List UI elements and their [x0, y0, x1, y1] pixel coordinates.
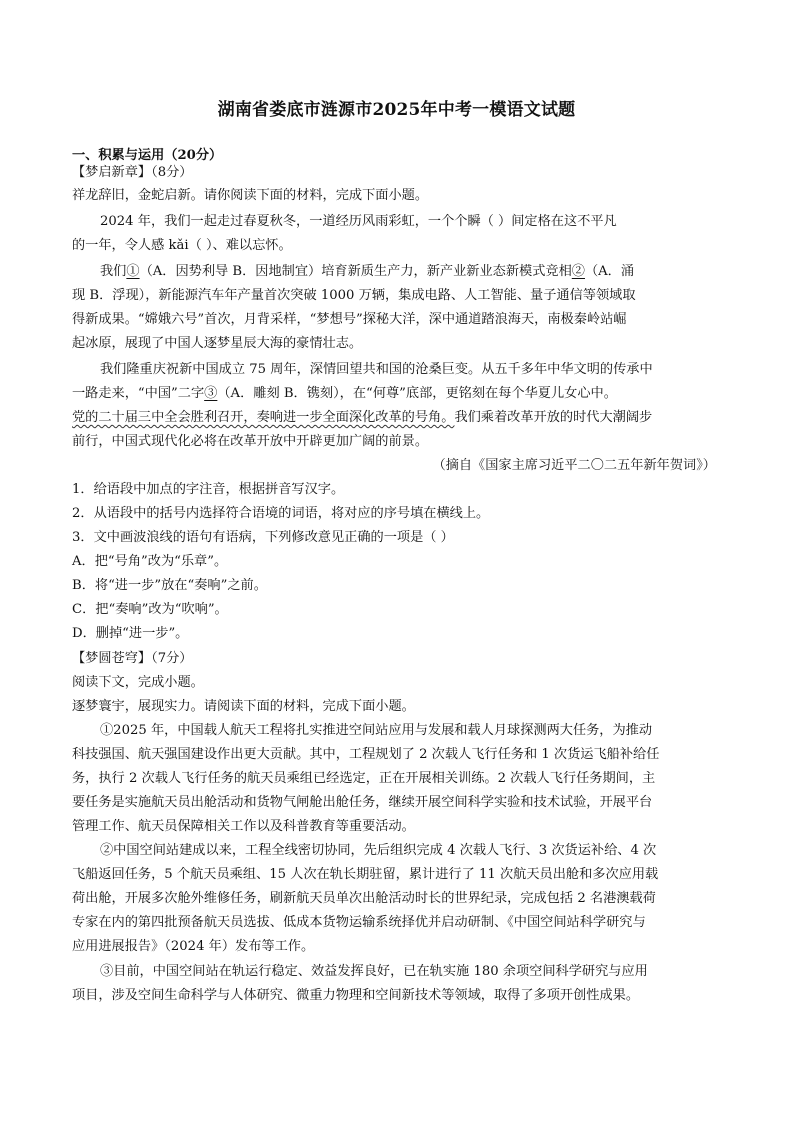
passage-line: 管理工作、航天员保障相关工作以及科普教育等重要活动。 [72, 819, 415, 834]
passage-line: 得新成果。“嫦娥六号”首次，月背采样，“梦想号”探秘大洋，深中通道踏浪海天，南极秦岭站崛 [72, 312, 627, 327]
part-intro: 祥龙辞旧，金蛇启新。请你阅读下面的材料，完成下面小题。 [72, 188, 429, 203]
passage-line: 起冰原，展现了中国人逐梦星辰大海的豪情壮志。 [72, 336, 363, 351]
passage-line: 我们隆重庆祝新中国成立 75 周年，深情回望共和国的沧桑巨变。从五千多年中华文明的传承中 [100, 362, 653, 377]
passage-line: 专家在内的第四批预备航天员选拔、低成本货物运输系统择优并启动研制、《中国空间站科学研究与 [72, 915, 646, 930]
passage-line: ②中国空间站建成以来，工程全线密切协同，先后组织完成 4 次载人飞行、3 次货运补给、4 次 [100, 843, 657, 858]
blank-marker: ① [126, 264, 140, 279]
passage-line: 项目，涉及空间生命科学与人体研究、微重力物理和空间新技术等领域，取得了多项开创性成果。 [72, 988, 640, 1003]
option-d: D．删掉“进一步”。 [72, 626, 189, 641]
passage-line: 我们①（A．因势利导 B．因地制宜）培育新质生产力，新产业新业态新模式竞相②（A．涌 [100, 264, 635, 279]
wavy-underlined-sentence: 党的二十届三中全会胜利召开，奏响进一步全面深化改革的号角。 [72, 410, 455, 425]
passage-line: 2024 年，我们一起走过春夏秋冬，一道经历风雨彩虹，一个个瞬（ ）间定格在这不平凡 [100, 214, 617, 229]
question-2: 2．从语段中的括号内选择符合语境的词语，将对应的序号填在横线上。 [72, 506, 490, 521]
option-c: C．把“奏响”改为“吹响”。 [72, 602, 228, 617]
passage-line: ③目前，中国空间站在轨运行稳定、效益发挥良好，已在轨实施 180 余项空间科学研究与应用 [100, 964, 648, 979]
passage-line: 前行，中国式现代化必将在改革开放中开辟更加广阔的前景。 [72, 434, 429, 449]
page-title: 湖南省娄底市涟源市2025年中考一模语文试题 [217, 100, 576, 120]
passage-line: 要任务是实施航天员出舱活动和货物气闸舱出舱任务，继续开展空间科学实验和技术试验，开展平台 [72, 795, 653, 810]
part-intro: 阅读下文，完成小题。 [72, 675, 204, 690]
passage-line: 荷出舱，开展多次舱外维修任务，刷新航天员单次出舱活动时长的世界纪录，完成包括 2 名港澳载荷 [72, 891, 656, 906]
passage-line: 的一年，令人感 kǎi（ ）、难以忘怀。 [72, 238, 292, 253]
passage-line: 科技强国、航天强国建设作出更大贡献。其中，工程规划了 2 次载人飞行任务和 1 次货运飞船补给任 [72, 747, 660, 762]
question-3: 3．文中画波浪线的语句有语病，下列修改意见正确的一项是（ ） [72, 530, 454, 545]
part-heading: 【梦启新章】（8分） [72, 165, 193, 180]
option-b: B．将“进一步”放在“奏响”之前。 [72, 578, 267, 593]
part-intro: 逐梦寰宇，展现实力。请阅读下面的材料，完成下面小题。 [72, 699, 415, 714]
question-1: 1．给语段中加点的字注音，根据拼音写汉字。 [72, 482, 345, 497]
passage-line: 一路走来，“中国”二字③（A．雕刻 B．镌刻），在“何尊”底部，更铭刻在每个华夏儿女心中。 [72, 386, 617, 401]
option-a: A．把“号角”改为“乐章”。 [72, 554, 228, 569]
passage-line: 现 B．浮现），新能源汽车年产量首次突破 1000 万辆，集成电路、人工智能、量子通信等领域取 [72, 288, 636, 303]
blank-marker: ② [571, 264, 585, 279]
source-citation: （摘自《国家主席习近平二〇二五年新年贺词》） [432, 458, 716, 473]
part-heading: 【梦圆苍穹】（7分） [72, 651, 193, 666]
passage-line: ①2025 年，中国载人航天工程将扎实推进空间站应用与发展和载人月球探测两大任务，为推动 [100, 723, 653, 738]
passage-line: 应用进展报告》（2024 年）发布等工作。 [72, 939, 315, 954]
section-heading: 一、积累与运用（20分） [72, 148, 223, 163]
passage-line: 务，执行 2 次载人飞行任务的航天员乘组已经选定，正在开展相关训练。2 次载人飞行任务期间，主 [72, 771, 656, 786]
blank-marker: ③ [204, 386, 218, 401]
passage-line: 飞船返回任务，5 个航天员乘组、15 人次在轨长期驻留，累计进行了 11 次航天员出舱和多次应用载 [72, 867, 659, 882]
passage-line: 党的二十届三中全会胜利召开，奏响进一步全面深化改革的号角。我们乘着改革开放的时代大潮阔步 [72, 410, 653, 425]
